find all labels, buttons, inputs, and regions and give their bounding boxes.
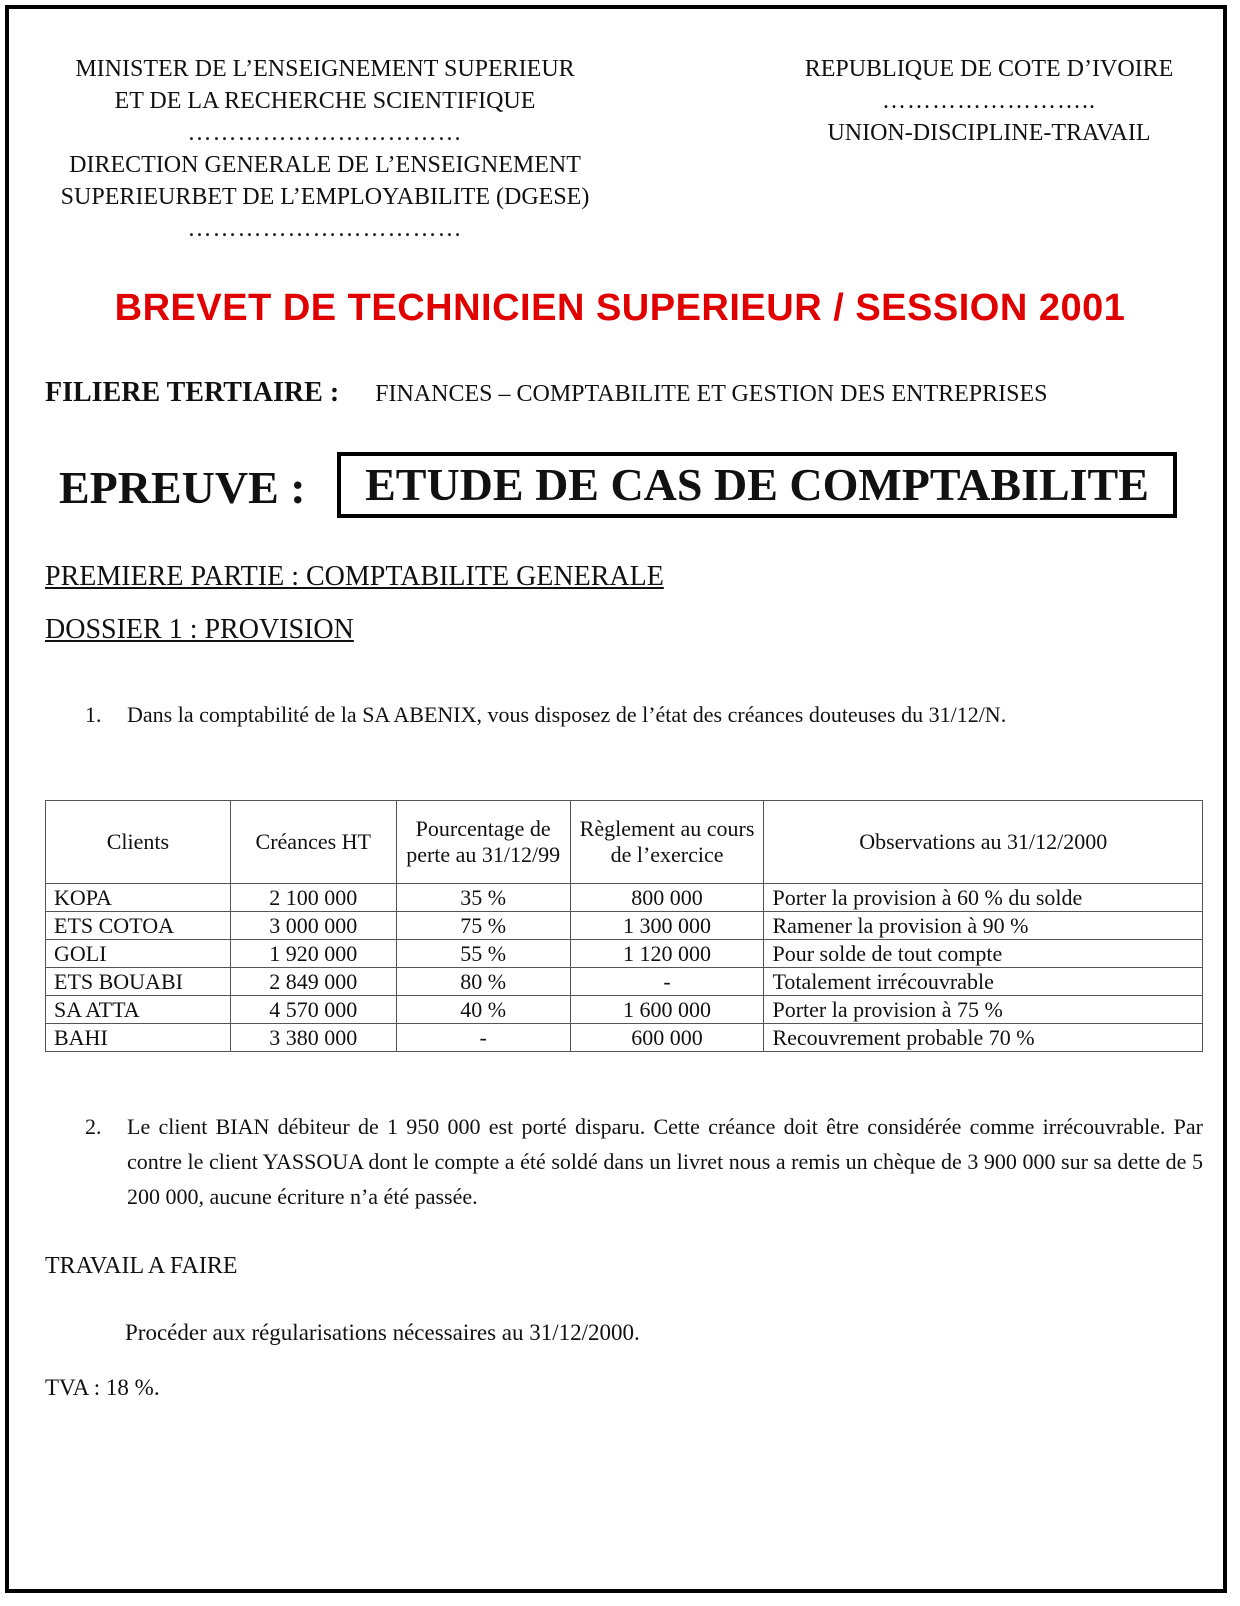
cell-reglement: 600 000 [570,1024,764,1052]
republic-line-1: REPUBLIQUE DE COTE D’IVOIRE [804,56,1174,82]
separator-dots-3: …………………….. [882,88,1096,114]
epreuve-title-box: ETUDE DE CAS DE COMPTABILITE [337,452,1177,518]
cell-creance: 2 100 000 [230,884,396,912]
header-creances: Créances HT [230,801,396,884]
partie-heading: PREMIERE PARTIE : COMPTABILITE GENERALE [45,561,664,592]
cell-observation: Porter la provision à 60 % du solde [764,884,1203,912]
cell-observation: Pour solde de tout compte [764,940,1203,968]
header-clients: Clients [46,801,231,884]
filiere-value: FINANCES – COMPTABILITE ET GESTION DES ENTREPRISES [375,381,1048,407]
cell-reglement: 800 000 [570,884,764,912]
table-row [46,1024,1203,1052]
header-pourcentage: Pourcentage de perte au 31/12/99 [396,801,570,884]
filiere-line [45,377,1047,409]
cell-creance: 3 380 000 [230,1024,396,1052]
cell-reglement: 1 600 000 [570,996,764,1024]
cell-observation: Porter la provision à 75 % [764,996,1203,1024]
table-row [46,912,1203,940]
question-2 [85,1109,1203,1214]
cell-reglement: 1 120 000 [570,940,764,968]
ministry-line-2: ET DE LA RECHERCHE SCIENTIFIQUE [114,88,536,114]
ministry-line-4: SUPERIEURBET DE L’EMPLOYABILITE (DGESE) [60,184,590,210]
cell-pourcentage: 55 % [396,940,570,968]
table-row [46,884,1203,912]
cell-pourcentage: - [396,1024,570,1052]
epreuve-label: EPREUVE : [59,462,306,513]
cell-pourcentage: 80 % [396,968,570,996]
cell-observation: Recouvrement probable 70 % [764,1024,1203,1052]
cell-client: BAHI [46,1024,231,1052]
cell-pourcentage: 35 % [396,884,570,912]
republic-header [779,53,1199,149]
cell-observation: Ramener la provision à 90 % [764,912,1203,940]
cell-client: SA ATTA [46,996,231,1024]
cell-client: KOPA [46,884,231,912]
ministry-line-1: MINISTER DE L’ENSEIGNEMENT SUPERIEUR [75,56,575,82]
exam-title: BREVET DE TECHNICIEN SUPERIEUR / SESSION 2001 [114,287,1126,329]
question-1 [85,697,1203,732]
travail-heading: TRAVAIL A FAIRE [45,1253,238,1279]
separator-dots-1: …………………………… [187,120,463,146]
cell-client: ETS BOUABI [46,968,231,996]
dossier-heading: DOSSIER 1 : PROVISION [45,614,354,645]
cell-pourcentage: 75 % [396,912,570,940]
question-1-text: Dans la comptabilité de la SA ABENIX, vous disposez de l’état des créances douteuses du 31/12/N. [127,702,1007,727]
republic-motto: UNION-DISCIPLINE-TRAVAIL [827,120,1151,146]
table-row [46,968,1203,996]
question-2-number: 2. [85,1114,102,1139]
question-2-text: Le client BIAN débiteur de 1 950 000 est porté disparu. Cette créance doit être considérée comme irrécouvrable. Par contre le client YASSOUA dont le compte a été soldé dans un livret nous a remis un chèque de 3 900 000 sur sa dette de 5 200 000, aucune écriture n’a été passée. [127,1114,1203,1209]
separator-dots-2: …………………………… [187,216,463,242]
tva-rate: TVA : 18 %. [45,1375,160,1400]
cell-client: ETS COTOA [46,912,231,940]
question-1-number: 1. [85,702,102,727]
document-page [5,5,1227,1593]
cell-creance: 4 570 000 [230,996,396,1024]
travail-instruction: Procéder aux régularisations nécessaires au 31/12/2000. [125,1320,640,1345]
ministry-line-3: DIRECTION GENERALE DE L’ENSEIGNEMENT [69,152,581,178]
cell-creance: 2 849 000 [230,968,396,996]
table-row [46,940,1203,968]
cell-reglement: 1 300 000 [570,912,764,940]
cell-reglement: - [570,968,764,996]
cell-creance: 1 920 000 [230,940,396,968]
header-reglement: Règlement au cours de l’exercice [570,801,764,884]
creances-table [45,800,1203,1052]
table-header-row [46,801,1203,884]
cell-observation: Totalement irrécouvrable [764,968,1203,996]
ministry-header [45,53,605,245]
cell-client: GOLI [46,940,231,968]
cell-pourcentage: 40 % [396,996,570,1024]
header-observations: Observations au 31/12/2000 [764,801,1203,884]
table-row [46,996,1203,1024]
filiere-label: FILIERE TERTIAIRE : [45,377,340,408]
cell-creance: 3 000 000 [230,912,396,940]
